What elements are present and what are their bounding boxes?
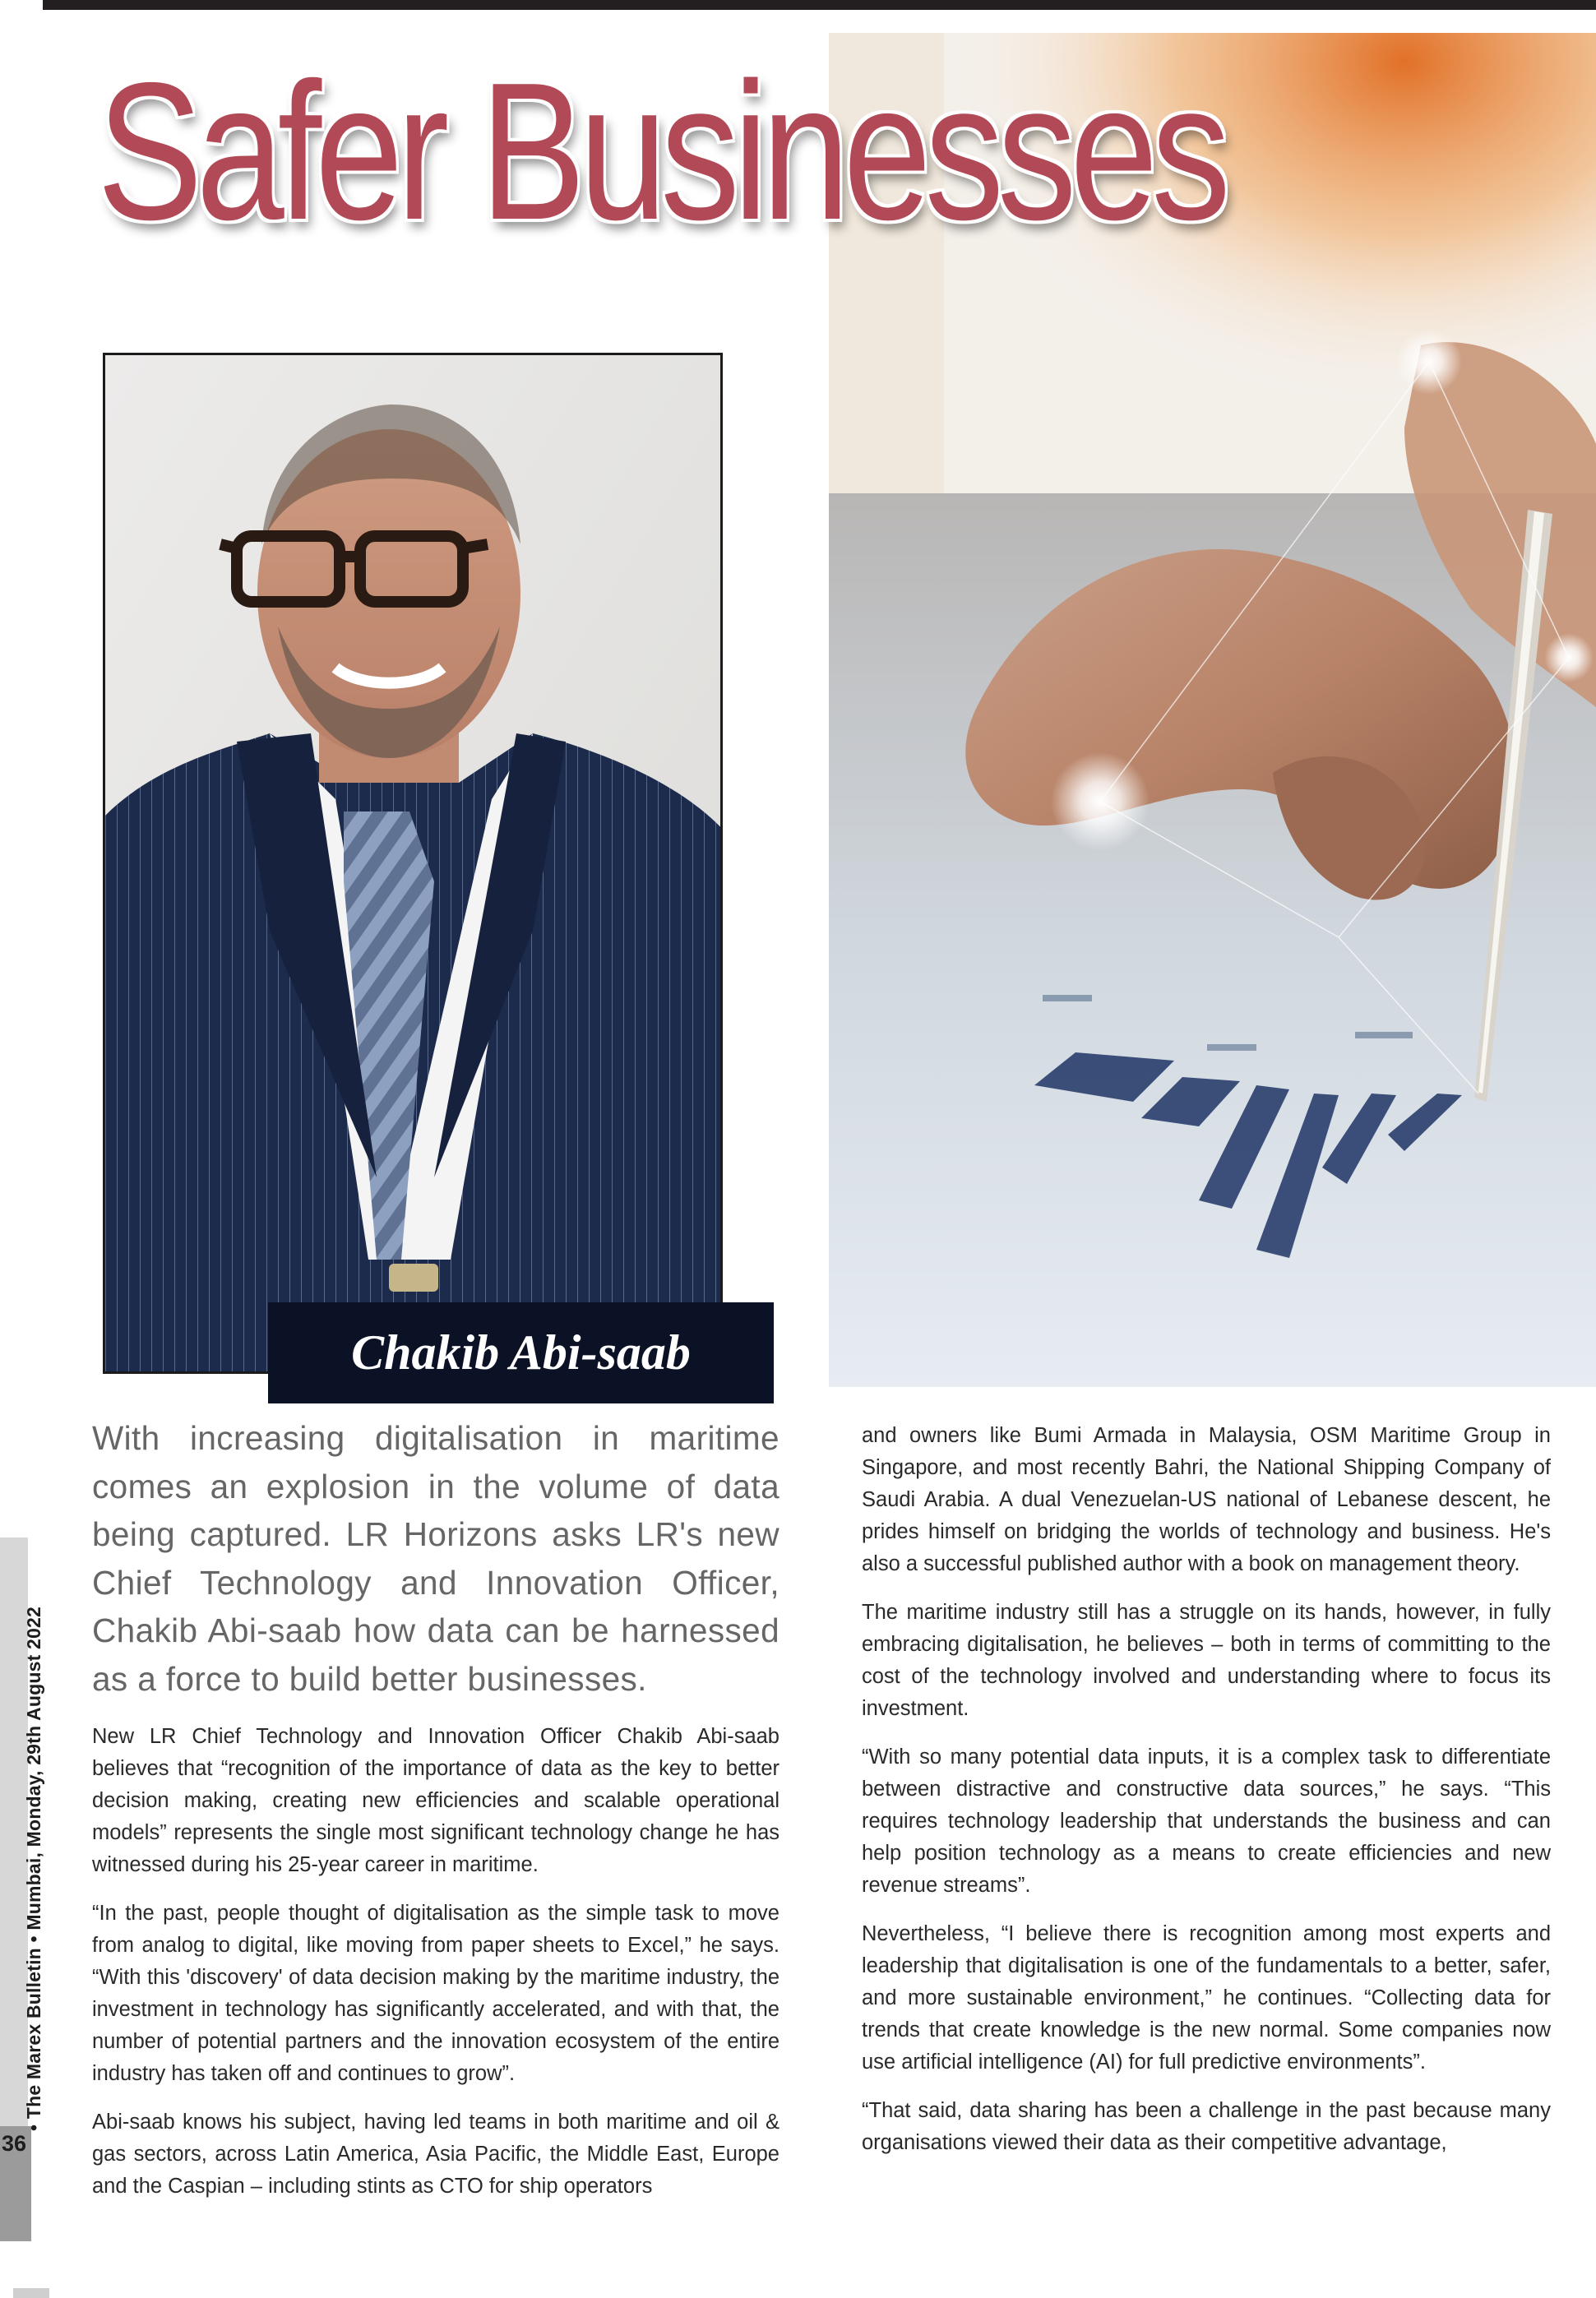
body-paragraph: “With so many potential data inputs, it is a complex task to differentiate between distractive and constructive data sources,” he says. “This requires technology leadership that understands the business and can help position technology as a means to create efficiencies and new revenue streams”. <box>862 1745 1551 1897</box>
body-paragraph: “That said, data sharing has been a challenge in the past because many organisations viewed their data as their competitive advantage, <box>862 2099 1551 2154</box>
body-paragraph: The maritime industry still has a struggle on its hands, however, in fully embracing digitalisation, he believes – both in terms of committing to the cost of the technology involved and understanding where to focus its investment. <box>862 1601 1551 1720</box>
lead-paragraph: With increasing digitalisation in maritime comes an explosion in the volume of data being captured. LR Horizons asks LR's new Chief Technology and Innovation Officer, Chakib Abi-saab how data can be harnessed as a force to build better businesses. <box>92 1419 779 1698</box>
page-number: 36 <box>2 2131 27 2156</box>
left-column <box>92 1414 779 2219</box>
corner-mark <box>13 2288 49 2298</box>
portrait-photo <box>103 353 723 1374</box>
portrait-caption <box>268 1302 774 1403</box>
running-head: • The Marex Bulletin • Mumbai, Monday, 29th August 2022 <box>23 1607 44 2131</box>
body-paragraph: “In the past, people thought of digitalisation as the simple task to move from analog to digital, like moving from paper sheets to Excel,” he says. “With this 'discovery' of data decision making by the maritime industry, the investment in technology has significantly accelerated, and with that, the number of potential partners and the innovation ecosystem of the entire industry has taken off and continues to grow”. <box>92 1902 779 2085</box>
top-rule <box>43 0 1596 10</box>
headline: Safer Businesses <box>97 43 1224 261</box>
caption-name: Chakib Abi-saab <box>351 1325 691 1380</box>
body-paragraph: Abi-saab knows his subject, having led teams in both maritime and oil & gas sectors, across Latin America, Asia Pacific, the Middle East, Europe and the Caspian – including stints as CTO for ship operators <box>92 2111 779 2198</box>
body-paragraph: and owners like Bumi Armada in Malaysia, OSM Maritime Group in Singapore, and most recently Bahri, the National Shipping Company of Saudi Arabia. A dual Venezuelan-US national of Lebanese descent, he prides himself on bridging the worlds of technology and business. He's also a successful published author with a book on management theory. <box>862 1424 1551 1575</box>
right-column <box>862 1420 1551 2175</box>
body-paragraph: New LR Chief Technology and Innovation Officer Chakib Abi-saab believes that “recognition of the importance of data as the key to better decision making, creating new efficiencies and scalable operational models” represents the single most significant technology change he has witnessed during his 25-year career in maritime. <box>92 1725 779 1876</box>
body-paragraph: Nevertheless, “I believe there is recognition among most experts and leadership that digitalisation is one of the fundamentals to a better, safer, and more sustainable environment,” he continues. “Collecting data for trends that create knowledge is the new normal. Some companies now use artificial intelligence (AI) for full predictive environments”. <box>862 1922 1551 2074</box>
